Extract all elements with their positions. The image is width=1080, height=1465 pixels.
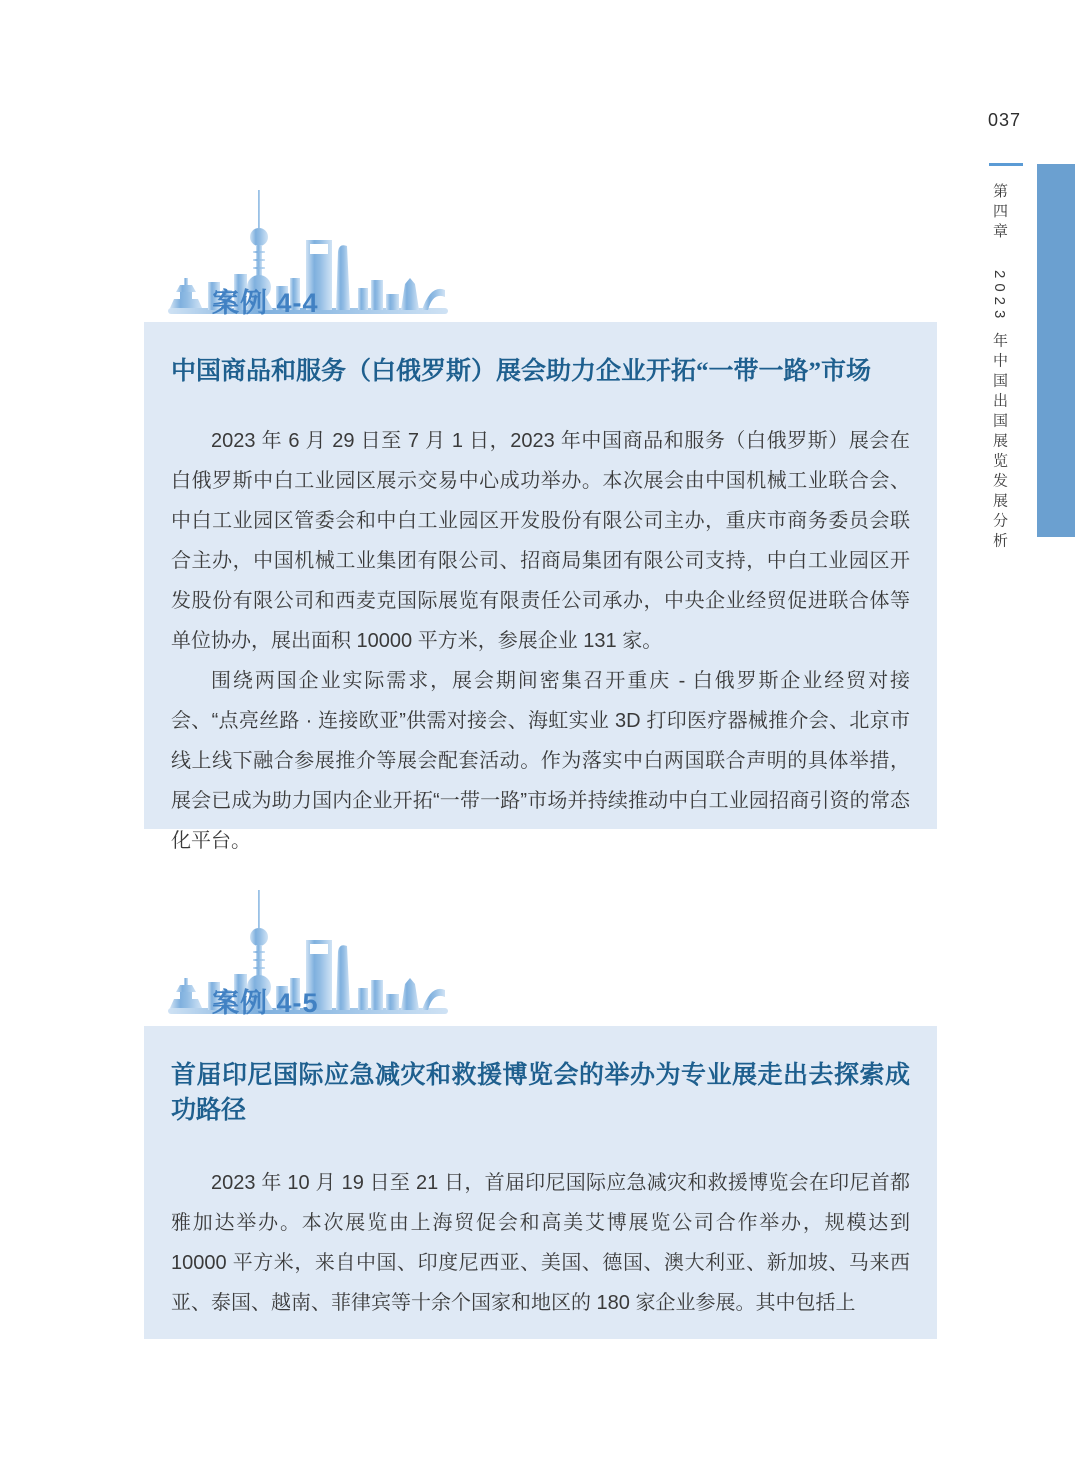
case-paragraph: 2023 年 10 月 19 日至 21 日，首届印尼国际应急减灾和救援博览会在印尼首都雅加达举办。本次展览由上海贸促会和高美艾博展览公司合作举办，规模达到 10000 平方米，来自中国、印度尼西亚、美国、德国、澳大利亚、新加坡、马来西亚、泰国、越南、菲律宾等十余个国家和地区的 180 家企业参展。其中包括上 [171, 1172, 910, 1314]
case-paragraph: 2023 年 6 月 29 日至 7 月 1 日，2023 年中国商品和服务（白俄罗斯）展会在白俄罗斯中白工业园区展示交易中心成功举办。本次展会由中国机械工业联合会、中白工业园区管委会和中白工业园区开发股份有限公司主办，重庆市商务委员会联合主办，中国机械工业集团有限公司、招商局集团有限公司支持，中白工业园区开发股份有限公司和西麦克国际展览有限责任公司承办，中央企业经贸促进联合体等单位协办，展出面积 10000 平方米，参展企业 131 家。 [171, 430, 910, 652]
case-4-4-header [168, 188, 448, 316]
page-number: 037 [988, 110, 1022, 130]
chapter-sidebar [992, 183, 1007, 553]
chapter-color-bar [1037, 164, 1075, 537]
chapter-label: 第四章 [991, 183, 1008, 243]
case-4-4-box [144, 322, 937, 852]
case-4-5-box [144, 1026, 937, 1339]
chapter-rule [989, 163, 1023, 166]
case-label: 案例 4-5 [212, 988, 319, 1018]
case-paragraph: 围绕两国企业实际需求，展会期间密集召开重庆 - 白俄罗斯企业经贸对接会、“点亮丝路 · 连接欧亚”供需对接会、海虹实业 3D 打印医疗器械推介会、北京市线上线下融合参展推介等展会配套活动。作为落实中白两国联合声明的具体举措，展会已成为助力国内企业开拓“一带一路”市场并持续推动中白工业园招商引资的常态化平台。 [171, 670, 910, 852]
case-title: 中国商品和服务（白俄罗斯）展会助力企业开拓“一带一路”市场 [171, 358, 872, 385]
case-4-5-header [168, 888, 448, 1016]
case-title: 首届印尼国际应急减灾和救援博览会的举办为专业展走出去探索成功路径 [171, 1062, 910, 1124]
chapter-title: 2023 年中国出国展览发展分析 [991, 270, 1008, 553]
case-label: 案例 4-4 [212, 288, 319, 318]
